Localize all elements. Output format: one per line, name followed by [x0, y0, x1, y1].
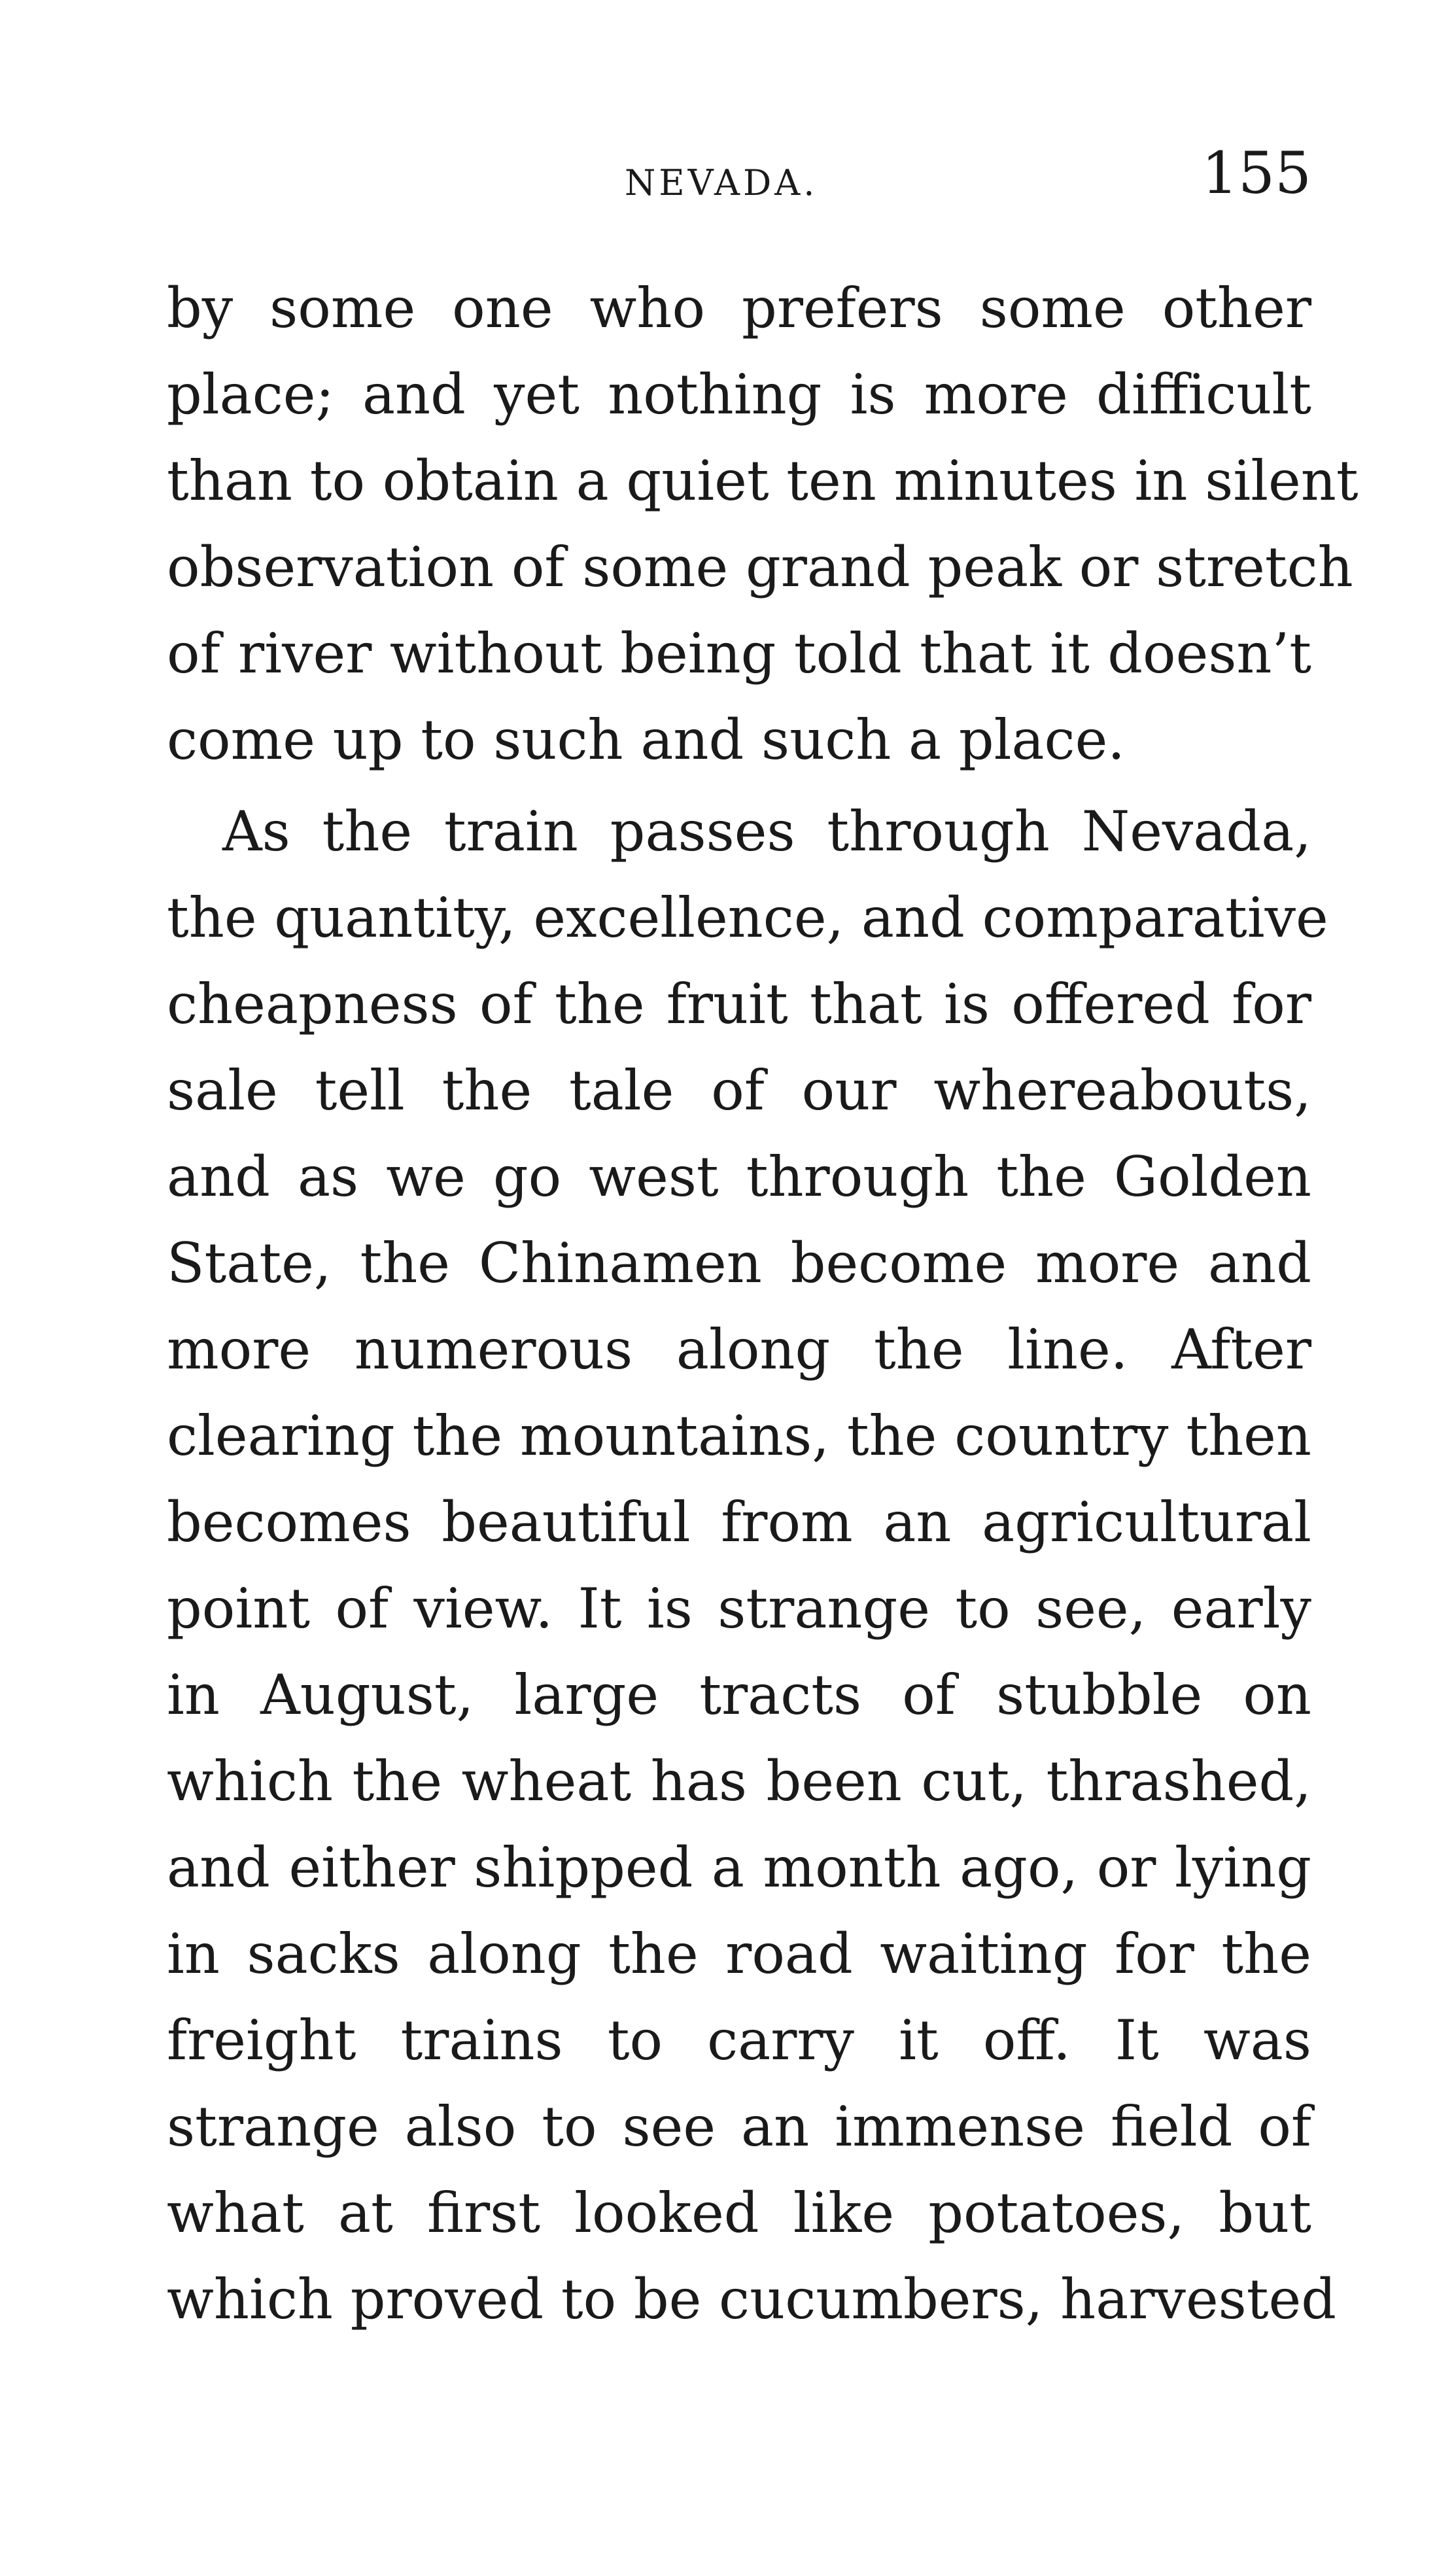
text-line: freight trains to carry it off. It was — [167, 2008, 1311, 2072]
text-line: come up to such and such a place. — [167, 708, 1125, 772]
text-line: clearing the mountains, the country then — [167, 1404, 1311, 1468]
text-line: sale tell the tale of our whereabouts, — [167, 1058, 1311, 1123]
text-line: and either shipped a month ago, or lying — [167, 1836, 1311, 1900]
text-line: strange also to see an immense field of — [167, 2095, 1311, 2159]
text-line: of river without being told that it doesn’t — [167, 621, 1311, 686]
text-line: observation of some grand peak or stretch — [167, 535, 1353, 599]
text-line: As the train passes through Nevada, — [222, 799, 1311, 863]
text-line: and as we go west through the Golden — [167, 1145, 1311, 1209]
page-number: 155 — [1202, 139, 1311, 207]
text-line: place; and yet nothing is more difficult — [167, 362, 1311, 426]
paragraph-gap — [167, 783, 1311, 788]
body-text — [167, 265, 1359, 2342]
text-line: by some one who prefers some other — [167, 276, 1311, 340]
text-line: than to obtain a quiet ten minutes in silent — [167, 449, 1359, 513]
text-line: more numerous along the line. After — [167, 1317, 1311, 1382]
text-line: which proved to be cucumbers, harvested — [167, 2267, 1336, 2331]
text-line: cheapness of the fruit that is offered for — [167, 972, 1311, 1036]
text-line: the quantity, excellence, and comparative — [167, 886, 1328, 950]
text-line: point of view. It is strange to see, early — [167, 1576, 1311, 1641]
text-line: in sacks along the road waiting for the — [167, 1922, 1311, 1986]
paragraph — [167, 788, 1336, 2342]
running-title: NEVADA. — [625, 162, 818, 203]
text-line: State, the Chinamen become more and — [167, 1231, 1311, 1295]
text-line: in August, large tracts of stubble on — [167, 1663, 1311, 1727]
paragraph — [167, 265, 1359, 783]
text-line: what at first looked like potatoes, but — [167, 2181, 1311, 2245]
running-head — [167, 137, 1311, 209]
text-line: becomes beautiful from an agricultural — [167, 1490, 1311, 1554]
text-line: which the wheat has been cut, thrashed, — [167, 1749, 1311, 1813]
